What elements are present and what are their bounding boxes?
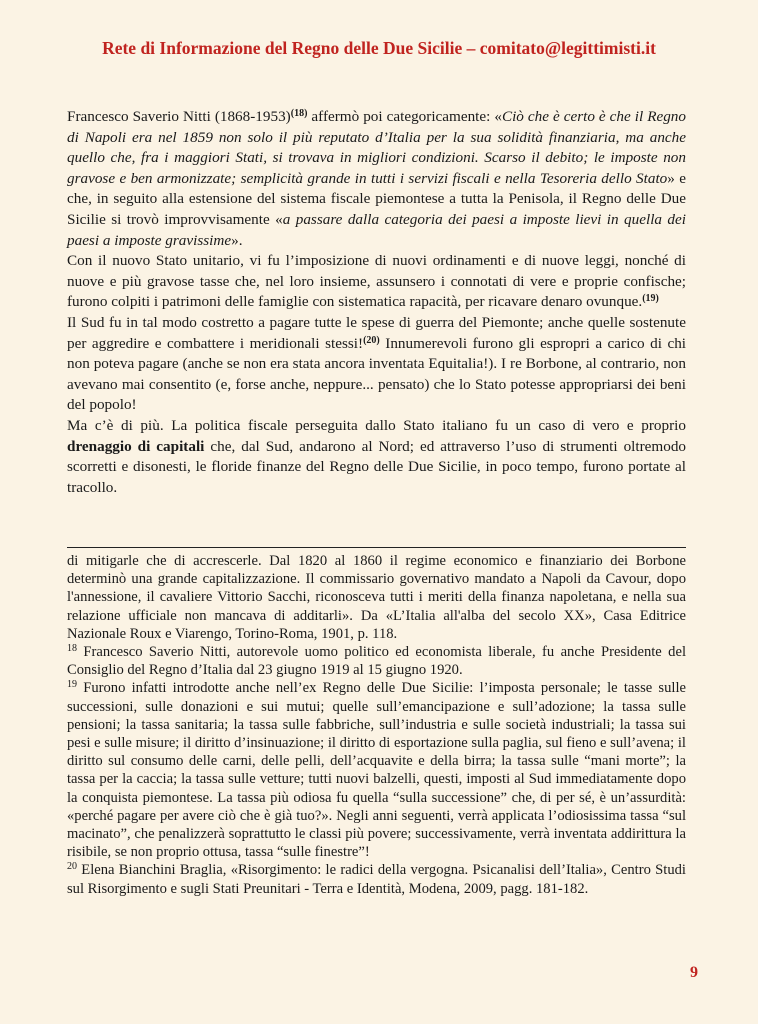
footnote-text: Francesco Saverio Nitti, autorevole uomo politico ed economista liberale, fu anche Presidente del Consiglio del Regno d’Italia dal 23 giugno 1919 al 15 giugno 1920. bbox=[67, 644, 686, 679]
footnote-19 bbox=[67, 679, 686, 861]
text-span: affermò poi categoricamente: « bbox=[307, 108, 502, 125]
text-span: Ma c’è di più. La politica fiscale perseguita dallo Stato italiano fu un caso di vero e proprio bbox=[67, 416, 686, 434]
footnotes bbox=[67, 552, 686, 898]
bold-phrase: drenaggio di capitali bbox=[67, 437, 205, 455]
page-number: 9 bbox=[690, 964, 698, 981]
footnote-20 bbox=[67, 861, 686, 897]
text-span: Il Sud fu in tal modo costretto a pagare tutte le spese di guerra del Piemonte; anche quelle sostenute per aggredire e combattere i meridionali stessi! bbox=[67, 313, 686, 352]
footnote-number: 18 bbox=[67, 643, 77, 655]
paragraph-nitti bbox=[67, 107, 686, 251]
text-span: ». bbox=[231, 231, 243, 249]
page-header: Rete di Informazione del Regno delle Due Sicilie – comitato@legittimisti.it bbox=[102, 38, 656, 58]
paragraph-capital-drain bbox=[67, 416, 686, 498]
footnote-divider bbox=[67, 547, 686, 548]
footnote-number: 20 bbox=[67, 861, 77, 873]
footnote-ref-20: (20) bbox=[363, 334, 380, 346]
paragraph-new-taxes bbox=[67, 251, 686, 313]
footnote-text: Furono infatti introdotte anche nell’ex Regno delle Due Sicilie: l’imposta personale; le tasse sulle successioni, sulle donazioni e sui mutui; quelle sull’emancipazione e sull’adozione; la tassa sulle pensioni; la tassa sanitaria; la tassa sulle fabbriche, sull’industria e sulle società industriali; la tassa sui pesi e sulle misure; il diritto d’insinuazione; il diritto di esportazione sulla paglia, sul fieno e sull’avena; il diritto sul consumo delle carni, delle pelli, dell’acquavite e della birra; la tassa sulle “mani morte”; la tassa per la caccia; la tassa sulle vetture; tutti nuovi balzelli, questi, imposti al Sud immediatamente dopo la conquista piemontese. La tassa più odiosa fu quella “sulla successione” che, di per sé, è un’assurdità: «perché pagare per avere ciò che è già tuo?». Negli anni seguenti, verrà applicata l’odiosissima tassa “sul macinato”, che penalizzerà soprattutto le classi più povere; successivamente, verrà inventata addirittura la risibile, se non proprio ottusa, tassa “sulle finestre”! bbox=[67, 680, 686, 861]
footnote-number: 19 bbox=[67, 679, 77, 691]
text-span: che, dal Sud, andarono al Nord; ed attraverso l’uso di strumenti oltremodo scorretti e disonesti, le floride finanze del Regno delle Due Sicilie, in poco tempo, furono portate al tracollo. bbox=[67, 437, 687, 496]
quote-tax-burden: a passare dalla categoria dei paesi a imposte lievi in quella dei paesi a imposte gravissime bbox=[67, 210, 686, 249]
footnote-ref-19: (19) bbox=[642, 293, 659, 305]
text-span: Innumerevoli furono gli espropri a carico di chi non poteva pagare (anche se non era stata ancora inventata Equitalia!). I re Borbone, al contrario, non avevano mai consentito (e, forse anche, neppure... pensato) che lo Stato potesse appropriarsi dei beni del popolo! bbox=[67, 334, 687, 414]
text-span: Francesco Saverio Nitti (1868-1953) bbox=[67, 108, 291, 125]
text-span: Con il nuovo Stato unitario, vi fu l’imposizione di nuovi ordinamenti e di nuove leggi, nonché di nuove e più gravose tasse che, nel loro insieme, assunsero i connotati di vere e proprie confische; furono colpiti i patrimoni delle famiglie con sistematica rapacità, per ricavare denaro ovunque. bbox=[67, 252, 686, 311]
footnote-continuation: di mitigarle che di accrescerle. Dal 1820 al 1860 il regime economico e finanziario dei Borbone determinò una grande capitalizzazione. Il commissario governativo mandato a Napoli da Cavour, dopo l'annessione, il cavaliere Vittorio Sacchi, riconosceva tutti i meriti della finanza napoletana, e nella sua relazione ufficiale non mancava di additarli». Da «L’Italia all'alba del secolo XX», Casa Editrice Nazionale Roux e Viarengo, Torino-Roma, 1901, p. 118. bbox=[67, 553, 686, 642]
main-text bbox=[67, 107, 686, 498]
paragraph-war-costs bbox=[67, 313, 686, 416]
footnote-ref-18: (18) bbox=[290, 108, 308, 119]
footnote-18 bbox=[67, 643, 686, 679]
text-span: » e che, in seguito alla estensione del sistema fiscale piemontese a tutta la Penisola, il Regno delle Due Sicilie si trovò improvvisamente « bbox=[67, 169, 686, 228]
quote-nitti: Ciò che è certo è che il Regno di Napoli era nel 1859 non solo il più reputato d’Italia per la sua solidità finanziaria, ma anche quello che, fra i maggiori Stati, si trovava in migliori condizioni. Scarso il debito; le imposte non gravose e ben armonizzate; semplicità grande in tutti i servizi fiscali e nella Tesoreria dello Stato bbox=[67, 108, 686, 187]
footnote-text: Elena Bianchini Braglia, «Risorgimento: le radici della vergogna. Psicanalisi dell’Italia», Centro Studi sul Risorgimento e sugli Stati Preunitari - Terra e Identità, Modena, 2009, pagg. 181-182. bbox=[67, 862, 686, 897]
